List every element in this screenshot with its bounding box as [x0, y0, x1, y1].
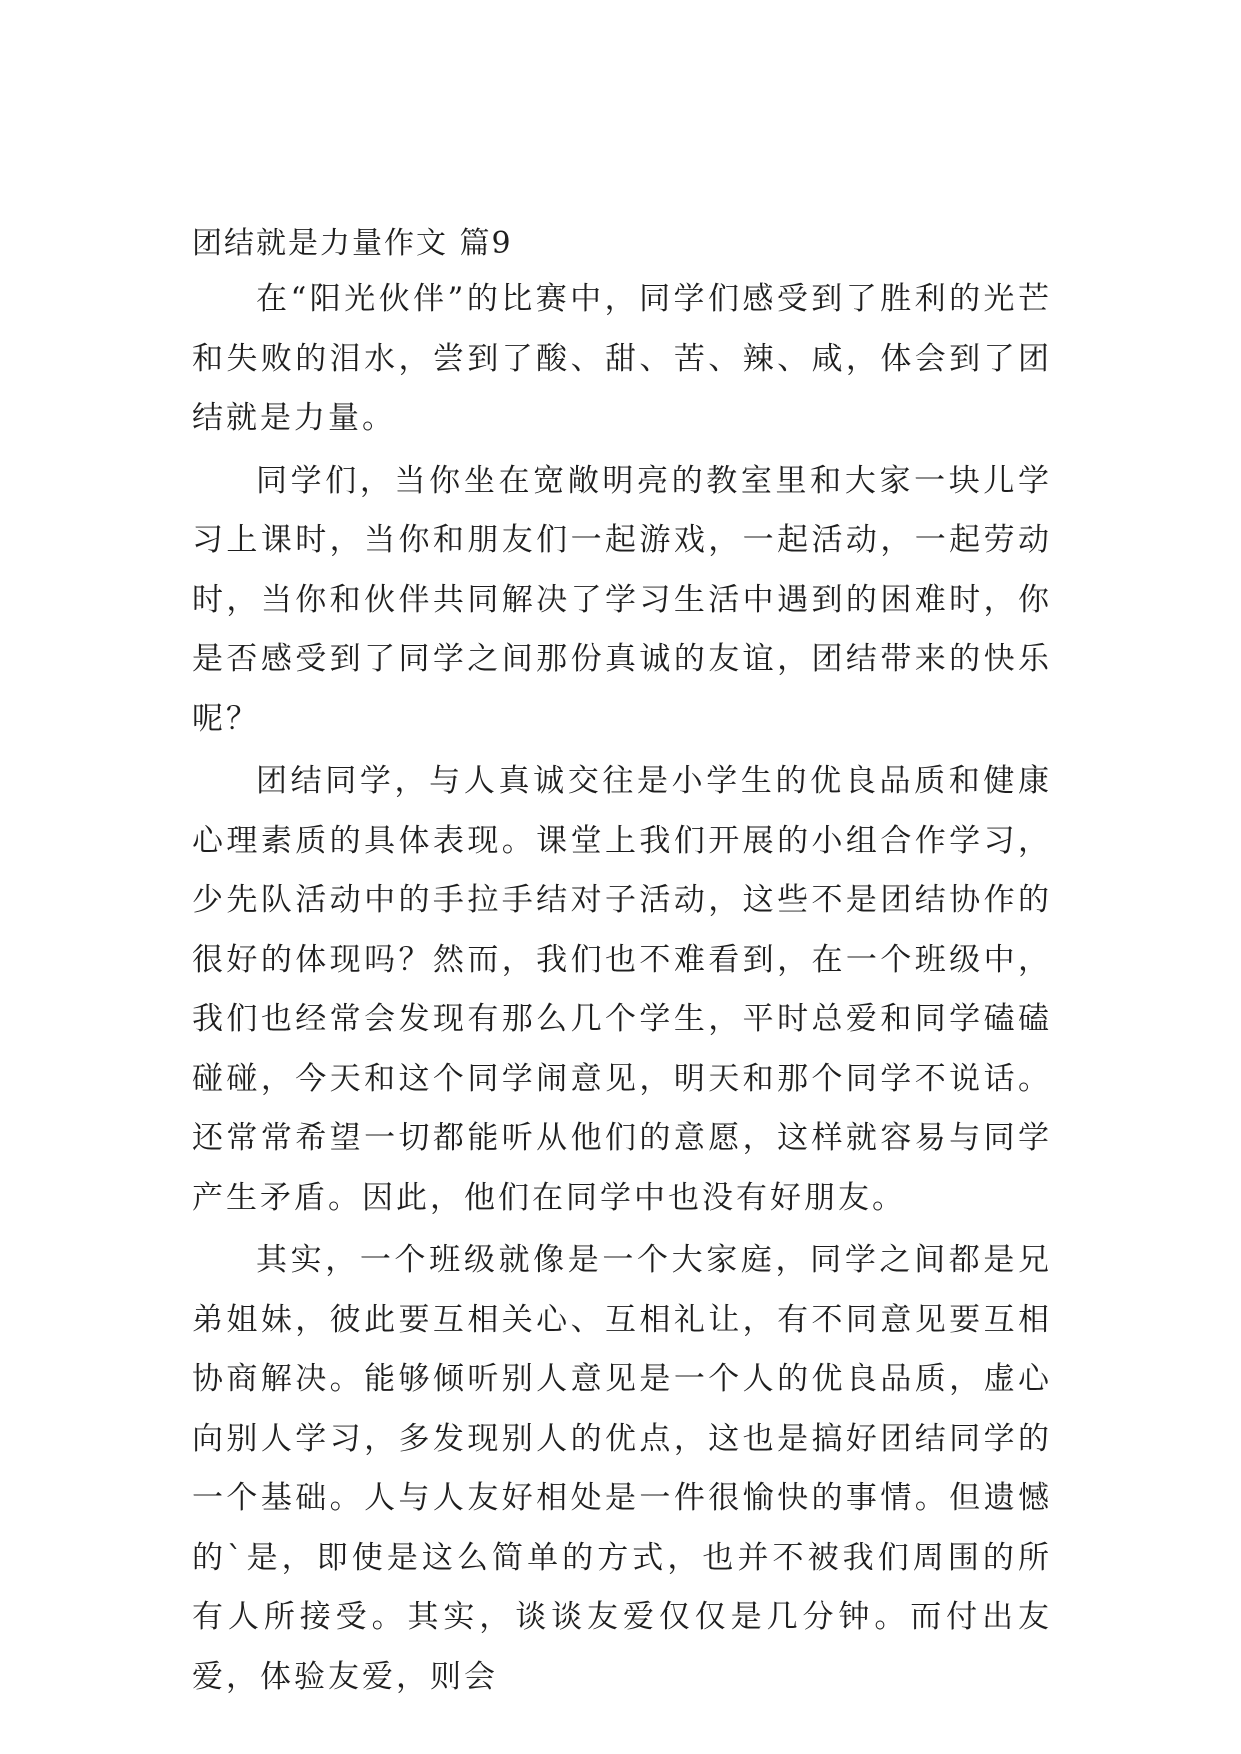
document-page: [192, 222, 1052, 1707]
paragraph-1: 在“阳光伙伴”的比赛中，同学们感受到了胜利的光芒和失败的泪水，尝到了酸、甜、苦、辣、咸，体会到了团结就是力量。: [192, 281, 1052, 436]
paragraph-3: 团结同学，与人真诚交往是小学生的优良品质和健康心理素质的具体表现。课堂上我们开展的小组合作学习，少先队活动中的手拉手结对子活动，这些不是团结协作的很好的体现吗？然而，我们也不难看到，在一个班级中，我们也经常会发现有那么几个学生，平时总爱和同学磕磕碰碰，今天和这个同学闹意见，明天和那个同学不说话。还常常希望一切都能听从他们的意愿，这样就容易与同学产生矛盾。因此，他们在同学中也没有好朋友。: [192, 763, 1052, 1216]
paragraph-4: 其实，一个班级就像是一个大家庭，同学之间都是兄弟姐妹，彼此要互相关心、互相礼让，有不同意见要互相协商解决。能够倾听别人意见是一个人的优良品质，虚心向别人学习，多发现别人的优点，这也是搞好团结同学的一个基础。人与人友好相处是一件很愉快的事情。但遗憾的`是，即使是这么简单的方式，也并不被我们周围的所有人所接受。其实，谈谈友爱仅仅是几分钟。而付出友爱，体验友爱，则会: [192, 1242, 1052, 1695]
essay-title: 团结就是力量作文 篇9: [192, 226, 513, 261]
paragraph-2: 同学们，当你坐在宽敞明亮的教室里和大家一块儿学习上课时，当你和朋友们一起游戏，一起活动，一起劳动时，当你和伙伴共同解决了学习生活中遇到的困难时，你是否感受到了同学之间那份真诚的友谊，团结带来的快乐呢？: [192, 462, 1052, 737]
